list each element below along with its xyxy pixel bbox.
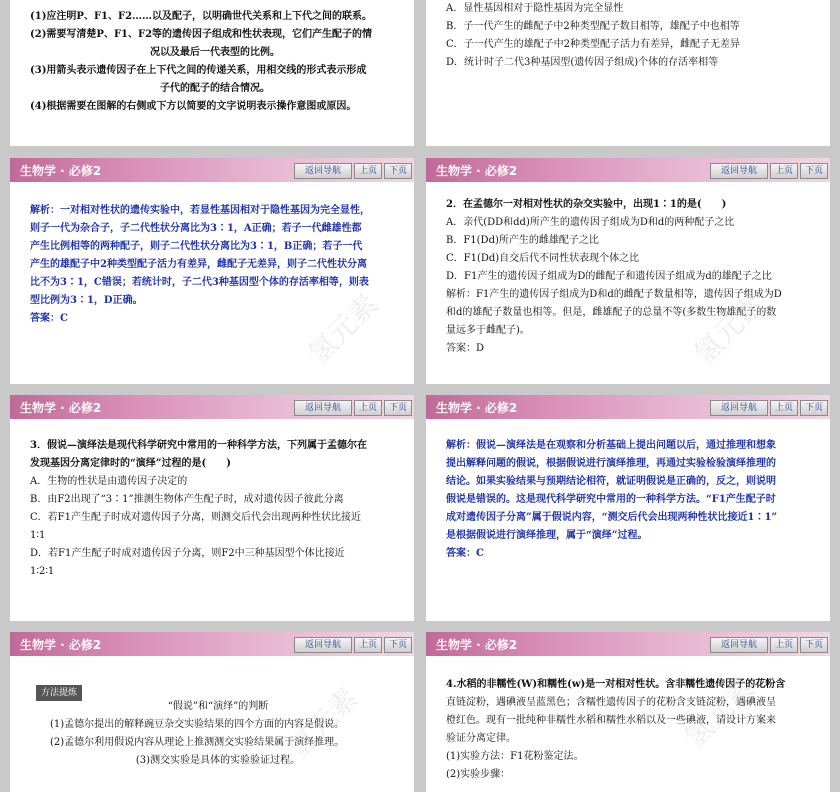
course-title: 生物学 · 必修2 (436, 401, 518, 415)
back-to-nav-button[interactable]: 返回导航 (294, 400, 352, 416)
option-d: D．若F1产生配子时成对遗传因子分离，则F2中三种基因型个体比接近 (30, 548, 345, 559)
question: 2．在孟德尔一对相对性状的杂交实验中，出现1∶1的是( ) (446, 199, 727, 210)
option-b: B．F1(Dd)所产生的雌雄配子之比 (446, 235, 599, 246)
option-a: A．生物的性状是由遗传因子决定的 (30, 476, 188, 487)
text-line: 量远多于雌配子)。 (446, 325, 530, 336)
slide-8 (426, 632, 830, 792)
slide-1 (10, 0, 414, 146)
back-to-nav-button[interactable]: 返回导航 (710, 163, 768, 179)
text-line: 是根据假说进行演绎推理，属于“演绎”过程。 (446, 530, 648, 541)
text-line: 验证分离定律。 (446, 733, 516, 744)
option-d: D．F1产生的遗传因子组成为D的雌配子和遗传因子组成为d的雄配子之比 (446, 271, 772, 282)
watermark: 氢元素 (687, 287, 771, 371)
slide-7 (10, 632, 414, 792)
watermark: 氢元素 (281, 681, 365, 765)
option-c: C．子一代产生的雄配子中2种类型配子活力有差异，雌配子无差异 (446, 39, 741, 50)
watermark: 氢元素 (677, 671, 761, 755)
text-line: 橙红色。现有一批纯种非糯性水稻和糯性水稻以及一些碘液，请设计方案来 (446, 715, 776, 726)
text-line: (2)需要写清楚P、F1、F2等的遗传因子组成和性状表现，它们产生配子的情 (30, 29, 373, 40)
watermark: 氢元素 (301, 287, 385, 371)
slide-header (426, 632, 830, 656)
course-title: 生物学 · 必修2 (436, 638, 518, 652)
option-b: B．子一代产生的雌配子中2种类型配子数目相等，雄配子中也相等 (446, 21, 740, 32)
slide-5 (10, 395, 414, 621)
slide-header (10, 395, 414, 419)
answer: 答案：D (446, 343, 485, 354)
text-line: 况以及最后一代表型的比例。 (150, 47, 280, 58)
next-page-button[interactable]: 下页 (800, 163, 828, 179)
slide-header (426, 158, 830, 182)
prev-page-button[interactable]: 上页 (770, 163, 798, 179)
text-line: (3)测交实验是具体的实验验证过程。 (135, 755, 301, 766)
back-to-nav-button[interactable]: 返回导航 (710, 637, 768, 653)
next-page-button[interactable]: 下页 (800, 400, 828, 416)
section-title: “假说”和“演绎”的判断 (167, 701, 269, 712)
answer: 答案：C (30, 313, 68, 324)
text-line: 子代的配子的结合情况。 (160, 83, 270, 94)
slide-header (10, 158, 414, 182)
text-line: 产生的雄配子中2种类型配子活力有差异，雌配子无差异，则子二代性状分离 (30, 259, 367, 270)
next-page-button[interactable]: 下页 (384, 400, 412, 416)
back-to-nav-button[interactable]: 返回导航 (294, 163, 352, 179)
option-a: A．亲代(DD和dd)所产生的遗传因子组成为D和d的两种配子之比 (446, 217, 735, 228)
text-line: (1)孟德尔提出的解释豌豆杂交实验结果的四个方面的内容是假说。 (50, 719, 345, 730)
text-line: (1)实验方法：F1花粉鉴定法。 (446, 751, 584, 762)
text-line: 解析：一对相对性状的遗传实验中，若显性基因相对于隐性基因为完全显性， (30, 205, 370, 216)
course-title: 生物学 · 必修2 (436, 164, 518, 178)
text-line: (4)根据需要在图解的右侧或下方以简要的文字说明表示操作意图或原因。 (30, 101, 357, 112)
text-line: 直链淀粉，遇碘液呈蓝黑色；含糯性遗传因子的花粉含支链淀粉，遇碘液呈 (446, 697, 776, 708)
back-to-nav-button[interactable]: 返回导航 (294, 637, 352, 653)
text-line: 成对遗传因子分离”属于假说内容，“测交后代会出现两种性状比接近1∶1” (446, 512, 778, 523)
answer: 答案：C (446, 548, 484, 559)
course-title: 生物学 · 必修2 (20, 401, 102, 415)
text-line: (1)应注明P、F1、F2……以及配子，以明确世代关系和上下代之间的联系。 (30, 11, 373, 22)
prev-page-button[interactable]: 上页 (770, 400, 798, 416)
back-to-nav-button[interactable]: 返回导航 (710, 400, 768, 416)
option-c: C．F1(Dd)自交后代不同性状表现个体之比 (446, 253, 640, 264)
text-line: 和d的雄配子数量也相等。但是，雌雄配子的总量不等(多数生物雄配子的数 (446, 307, 777, 318)
slide-3 (10, 158, 414, 384)
prev-page-button[interactable]: 上页 (354, 163, 382, 179)
text-line: 解析：F1产生的遗传因子组成为D和d的雌配子数量相等，遗传因子组成为D (446, 289, 782, 300)
text-line: 提出解释问题的假说，根据假说进行演绎推理，再通过实验检验演绎推理的 (446, 458, 776, 469)
text-line: (2)孟德尔利用假说内容从理论上推测测交实验结果属于演绎推理。 (50, 737, 345, 748)
course-title: 生物学 · 必修2 (20, 638, 102, 652)
option-d: D．统计时子二代3种基因型(遗传因子组成)个体的存活率相等 (446, 57, 719, 68)
text-line: (3)用箭头表示遗传因子在上下代之间的传递关系，用相交线的形式表示形成 (30, 65, 367, 76)
prev-page-button[interactable]: 上页 (354, 637, 382, 653)
next-page-button[interactable]: 下页 (384, 163, 412, 179)
question: 4.水稻的非糯性(W)和糯性(w)是一对相对性状。含非糯性遗传因子的花粉含 (446, 679, 786, 690)
text-line: 比不为3∶1，C错误；若统计时，子二代3种基因型个体的存活率相等，则表 (30, 277, 369, 288)
slide-header (10, 632, 414, 656)
slide-header (426, 395, 830, 419)
next-page-button[interactable]: 下页 (800, 637, 828, 653)
slide-6 (426, 395, 830, 621)
text-line: 型比例为3∶1，D正确。 (30, 295, 143, 306)
question: 发现基因分离定律时的“演绎”过程的是( ) (30, 458, 231, 469)
slide-4 (426, 158, 830, 384)
text-line: 结论。如果实验结果与预期结论相符，就证明假说是正确的，反之，则说明 (446, 476, 776, 487)
text-line: 产生比例相等的两种配子，则子二代性状分离比为3∶1，B正确；若子一代 (30, 241, 363, 252)
option-b: B．由F2出现了“3∶1”推测生物体产生配子时，成对遗传因子彼此分离 (30, 494, 344, 505)
text-line: 假说是错误的。这是现代科学研究中常用的一种科学方法。“F1产生配子时 (446, 494, 776, 505)
text-line: 则子一代为杂合子，子二代性状分离比为3∶1，A正确；若子一代雌雄性都 (30, 223, 362, 234)
option-c: C．若F1产生配子时成对遗传因子分离，则测交后代会出现两种性状比接近 (30, 512, 361, 523)
text-line: 解析：假说—演绎法是在观察和分析基础上提出问题以后，通过推理和想象 (446, 440, 776, 451)
course-title: 生物学 · 必修2 (20, 164, 102, 178)
option-a: A．显性基因相对于隐性基因为完全显性 (446, 3, 624, 14)
slide-2 (426, 0, 830, 146)
text-line: (2)实验步骤： (446, 769, 511, 780)
question: 3．假说—演绎法是现代科学研究中常用的一种科学方法，下列属于孟德尔在 (30, 440, 367, 451)
method-tag-label: 方法提炼 (36, 685, 82, 701)
option-c: 1∶1 (30, 530, 46, 541)
prev-page-button[interactable]: 上页 (354, 400, 382, 416)
next-page-button[interactable]: 下页 (384, 637, 412, 653)
prev-page-button[interactable]: 上页 (770, 637, 798, 653)
option-d: 1∶2∶1 (30, 566, 55, 577)
